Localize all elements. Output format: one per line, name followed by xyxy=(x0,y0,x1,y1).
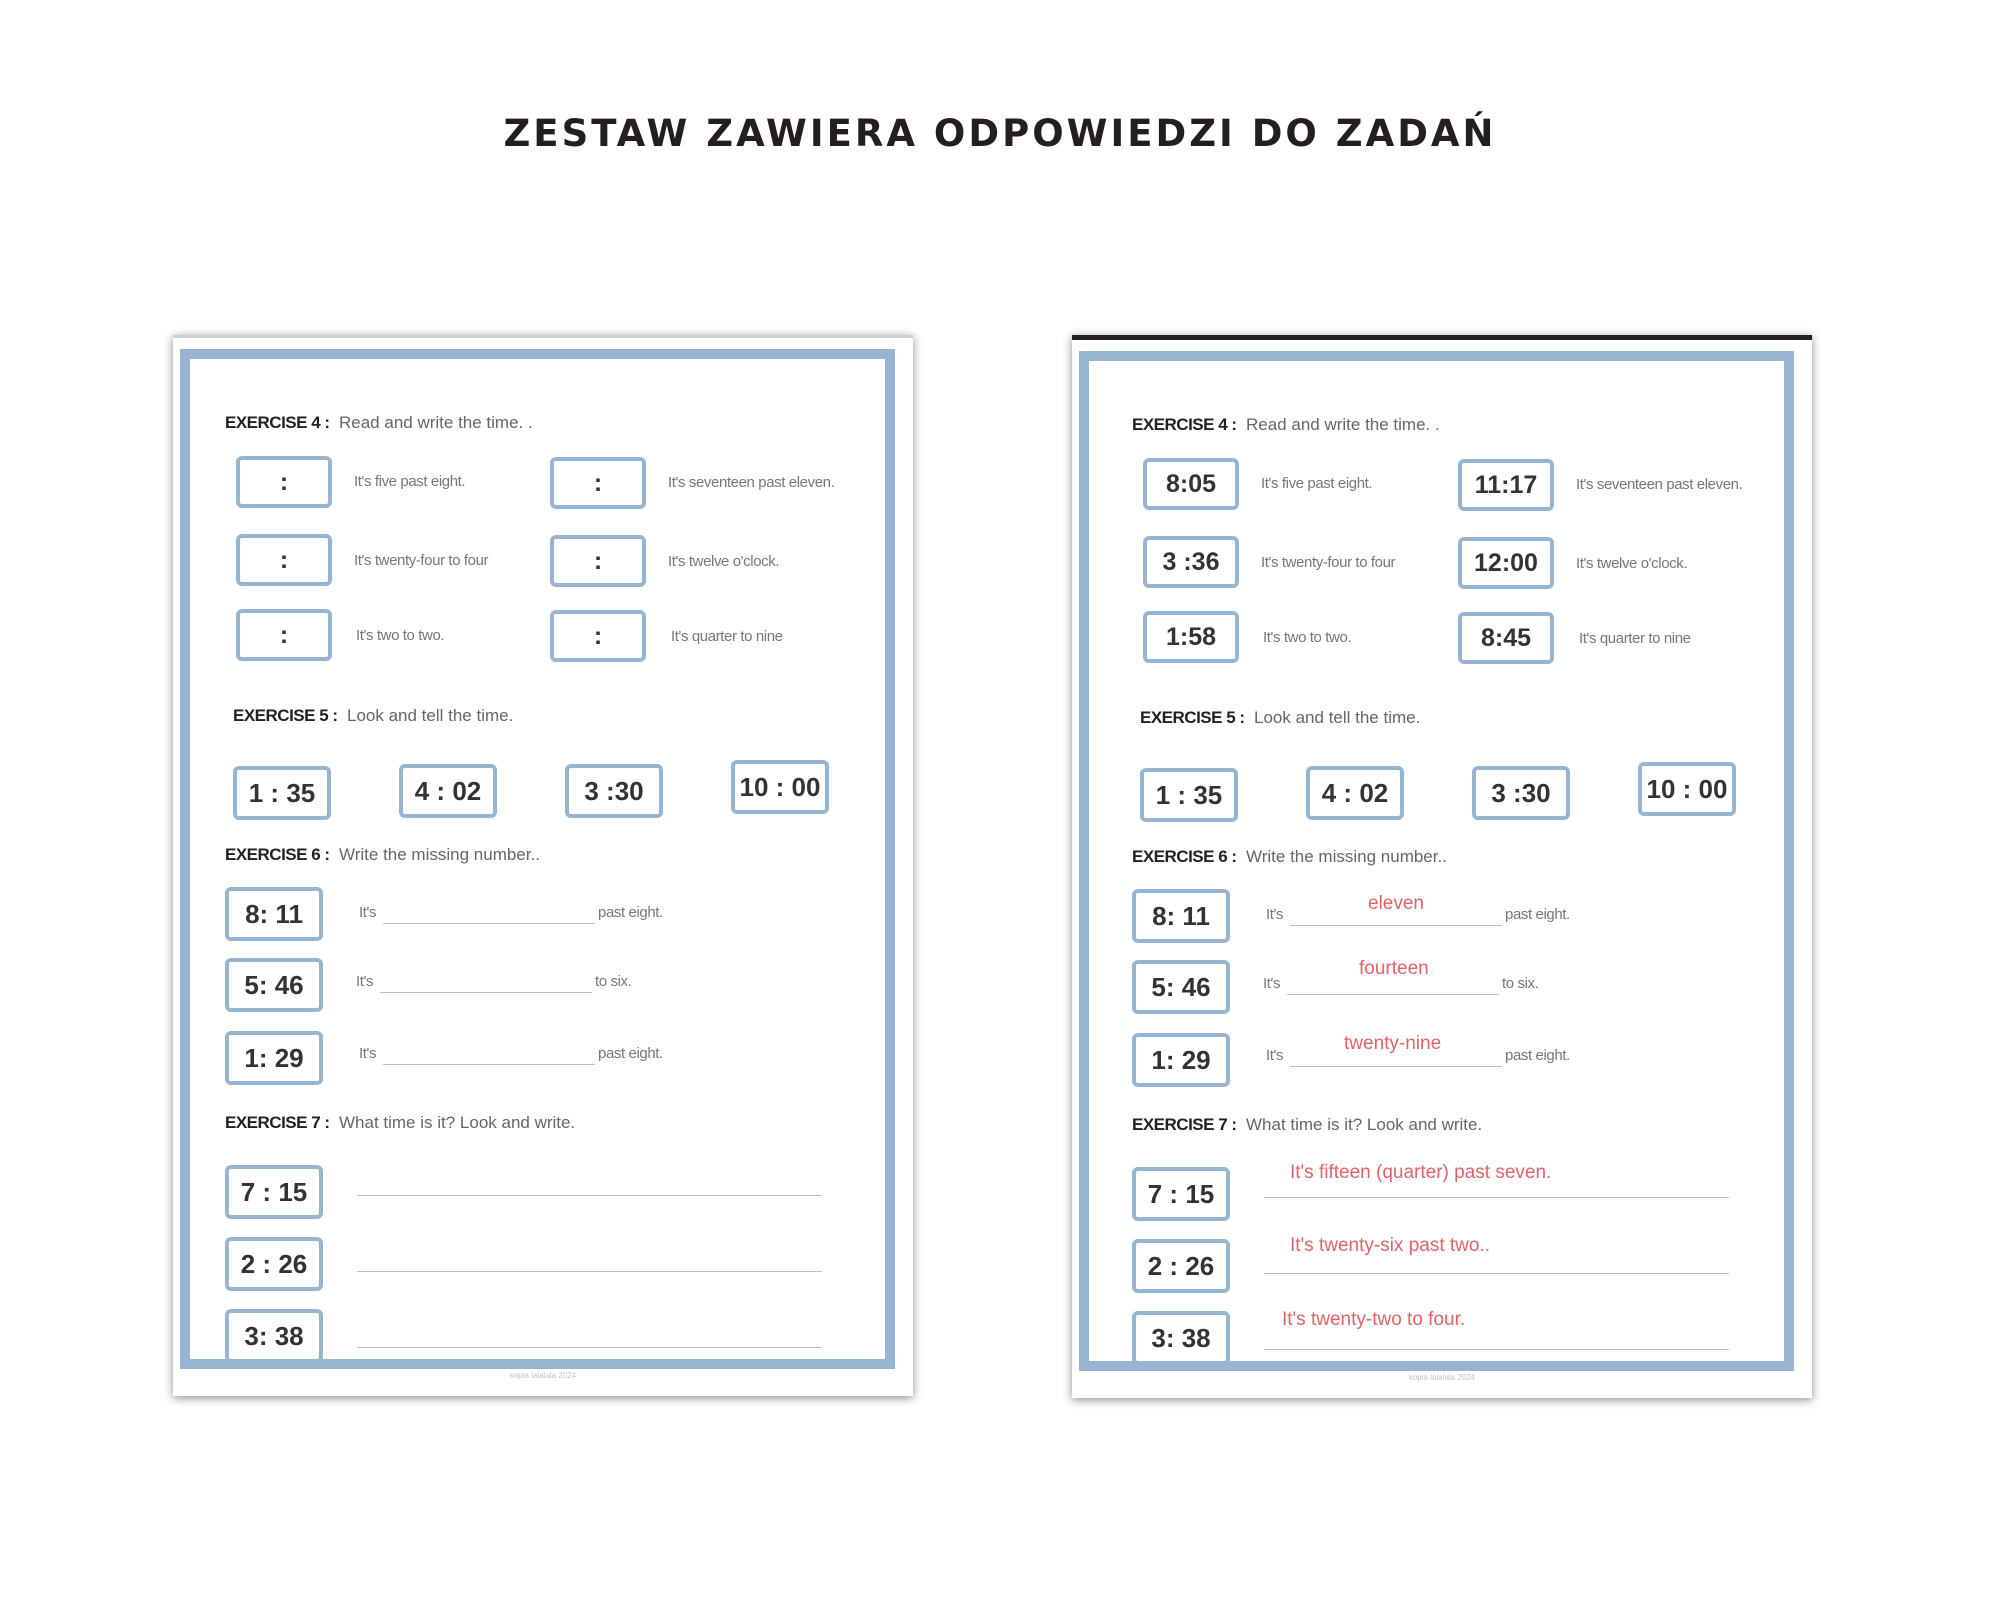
sheet-footer: kopia lalalala 2024 xyxy=(1408,1373,1476,1382)
exercise-instruction: What time is it? Look and write. xyxy=(339,1113,576,1132)
written-time-answer: It's fifteen (quarter) past seven. xyxy=(1290,1162,1552,1183)
time-box: 1:58 xyxy=(1143,611,1239,663)
exercise-label: EXERCISE 4 : xyxy=(1132,415,1237,434)
time-box: 8: 11 xyxy=(225,887,323,941)
clock-time-box: 4 : 02 xyxy=(399,764,497,818)
time-phrase: It's seventeen past eleven. xyxy=(1576,476,1743,493)
time-phrase: It's five past eight. xyxy=(1261,475,1373,492)
time-phrase: It's two to two. xyxy=(356,627,445,644)
missing-number-answer: eleven xyxy=(1368,893,1424,914)
exercise-instruction: Read and write the time. . xyxy=(339,413,533,432)
clock-time-box: 10 : 00 xyxy=(731,760,829,814)
answer-line[interactable] xyxy=(383,923,595,924)
exercise-label: EXERCISE 7 : xyxy=(1132,1115,1237,1134)
time-box[interactable]: : xyxy=(236,609,332,661)
exercise-6-title xyxy=(1132,847,1447,867)
time-box[interactable]: : xyxy=(550,535,646,587)
time-box: 8: 11 xyxy=(1132,889,1230,943)
time-phrase: It's twelve o'clock. xyxy=(1576,555,1688,572)
time-box: 1: 29 xyxy=(1132,1033,1230,1087)
time-box: 3: 38 xyxy=(1132,1311,1230,1365)
phrase-prefix: It's xyxy=(1266,906,1284,923)
exercise-instruction: Write the missing number.. xyxy=(339,845,540,864)
time-box: 2 : 26 xyxy=(225,1237,323,1291)
exercise-instruction: Look and tell the time. xyxy=(1254,708,1421,727)
time-box[interactable]: : xyxy=(550,457,646,509)
sheet-footer: kopia lalalala 2024 xyxy=(509,1371,577,1380)
time-phrase: It's two to two. xyxy=(1263,629,1352,646)
time-phrase: It's five past eight. xyxy=(354,473,466,490)
clock-time-box: 1 : 35 xyxy=(1140,768,1238,822)
phrase-suffix: past eight. xyxy=(1505,1047,1570,1064)
phrase-suffix: to six. xyxy=(595,973,632,990)
clock-time-box: 3 :30 xyxy=(565,764,663,818)
answer-line xyxy=(1287,994,1499,995)
time-box: 8:45 xyxy=(1458,612,1554,664)
time-phrase: It's twenty-four to four xyxy=(1261,554,1396,571)
time-box[interactable]: : xyxy=(550,610,646,662)
exercise-label: EXERCISE 4 : xyxy=(225,413,330,432)
written-time-answer: It's twenty-two to four. xyxy=(1282,1309,1466,1330)
time-box[interactable]: : xyxy=(236,534,332,586)
exercise-instruction: Write the missing number.. xyxy=(1246,847,1447,866)
phrase-prefix: It's xyxy=(359,1045,377,1062)
clock-time-box: 3 :30 xyxy=(1472,766,1570,820)
phrase-prefix: It's xyxy=(1266,1047,1284,1064)
phrase-prefix: It's xyxy=(1263,975,1281,992)
exercise-instruction: What time is it? Look and write. xyxy=(1246,1115,1483,1134)
time-box[interactable]: : xyxy=(236,456,332,508)
answer-line[interactable] xyxy=(357,1347,822,1348)
phrase-suffix: past eight. xyxy=(1505,906,1570,923)
time-box: 5: 46 xyxy=(1132,960,1230,1014)
time-phrase: It's quarter to nine xyxy=(1579,630,1691,647)
phrase-suffix: past eight. xyxy=(598,1045,663,1062)
clock-time-box: 4 : 02 xyxy=(1306,766,1404,820)
answer-line xyxy=(1264,1273,1729,1274)
exercise-instruction: Look and tell the time. xyxy=(347,706,514,725)
time-phrase: It's twenty-four to four xyxy=(354,552,489,569)
time-box: 12:00 xyxy=(1458,537,1554,589)
exercise-label: EXERCISE 5 : xyxy=(1140,708,1245,727)
answer-line xyxy=(1264,1349,1729,1350)
exercise-7-title xyxy=(225,1113,575,1133)
time-phrase: It's seventeen past eleven. xyxy=(668,474,835,491)
phrase-prefix: It's xyxy=(356,973,374,990)
time-box: 7 : 15 xyxy=(1132,1167,1230,1221)
worksheet-answers xyxy=(1072,335,1812,1398)
time-box: 3 :36 xyxy=(1143,536,1239,588)
exercise-4-title xyxy=(225,413,533,433)
phrase-suffix: past eight. xyxy=(598,904,663,921)
answer-line[interactable] xyxy=(357,1271,822,1272)
answer-line[interactable] xyxy=(357,1195,822,1196)
page-headline: ZESTAW ZAWIERA ODPOWIEDZI DO ZADAŃ xyxy=(503,112,1497,155)
time-box: 3: 38 xyxy=(225,1309,323,1363)
time-phrase: It's twelve o'clock. xyxy=(668,553,780,570)
time-box: 5: 46 xyxy=(225,958,323,1012)
exercise-label: EXERCISE 5 : xyxy=(233,706,338,725)
time-box: 8:05 xyxy=(1143,458,1239,510)
time-box: 1: 29 xyxy=(225,1031,323,1085)
exercise-label: EXERCISE 6 : xyxy=(1132,847,1237,866)
exercise-label: EXERCISE 6 : xyxy=(225,845,330,864)
answer-line xyxy=(1290,925,1502,926)
exercise-4-title xyxy=(1132,415,1440,435)
exercise-7-title xyxy=(1132,1115,1482,1135)
phrase-prefix: It's xyxy=(359,904,377,921)
written-time-answer: It's twenty-six past two.. xyxy=(1290,1235,1491,1256)
answer-line[interactable] xyxy=(380,992,592,993)
time-phrase: It's quarter to nine xyxy=(671,628,783,645)
exercise-label: EXERCISE 7 : xyxy=(225,1113,330,1132)
exercise-instruction: Read and write the time. . xyxy=(1246,415,1440,434)
answer-line xyxy=(1290,1066,1502,1067)
exercise-6-title xyxy=(225,845,540,865)
clock-time-box: 10 : 00 xyxy=(1638,762,1736,816)
missing-number-answer: twenty-nine xyxy=(1344,1033,1442,1054)
time-box: 11:17 xyxy=(1458,459,1554,511)
answer-line[interactable] xyxy=(383,1064,595,1065)
worksheet-blank xyxy=(173,335,913,1396)
clock-time-box: 1 : 35 xyxy=(233,766,331,820)
time-box: 2 : 26 xyxy=(1132,1239,1230,1293)
missing-number-answer: fourteen xyxy=(1359,958,1429,979)
answer-line xyxy=(1264,1197,1729,1198)
exercise-5-title xyxy=(233,706,513,726)
exercise-5-title xyxy=(1140,708,1420,728)
phrase-suffix: to six. xyxy=(1502,975,1539,992)
time-box: 7 : 15 xyxy=(225,1165,323,1219)
